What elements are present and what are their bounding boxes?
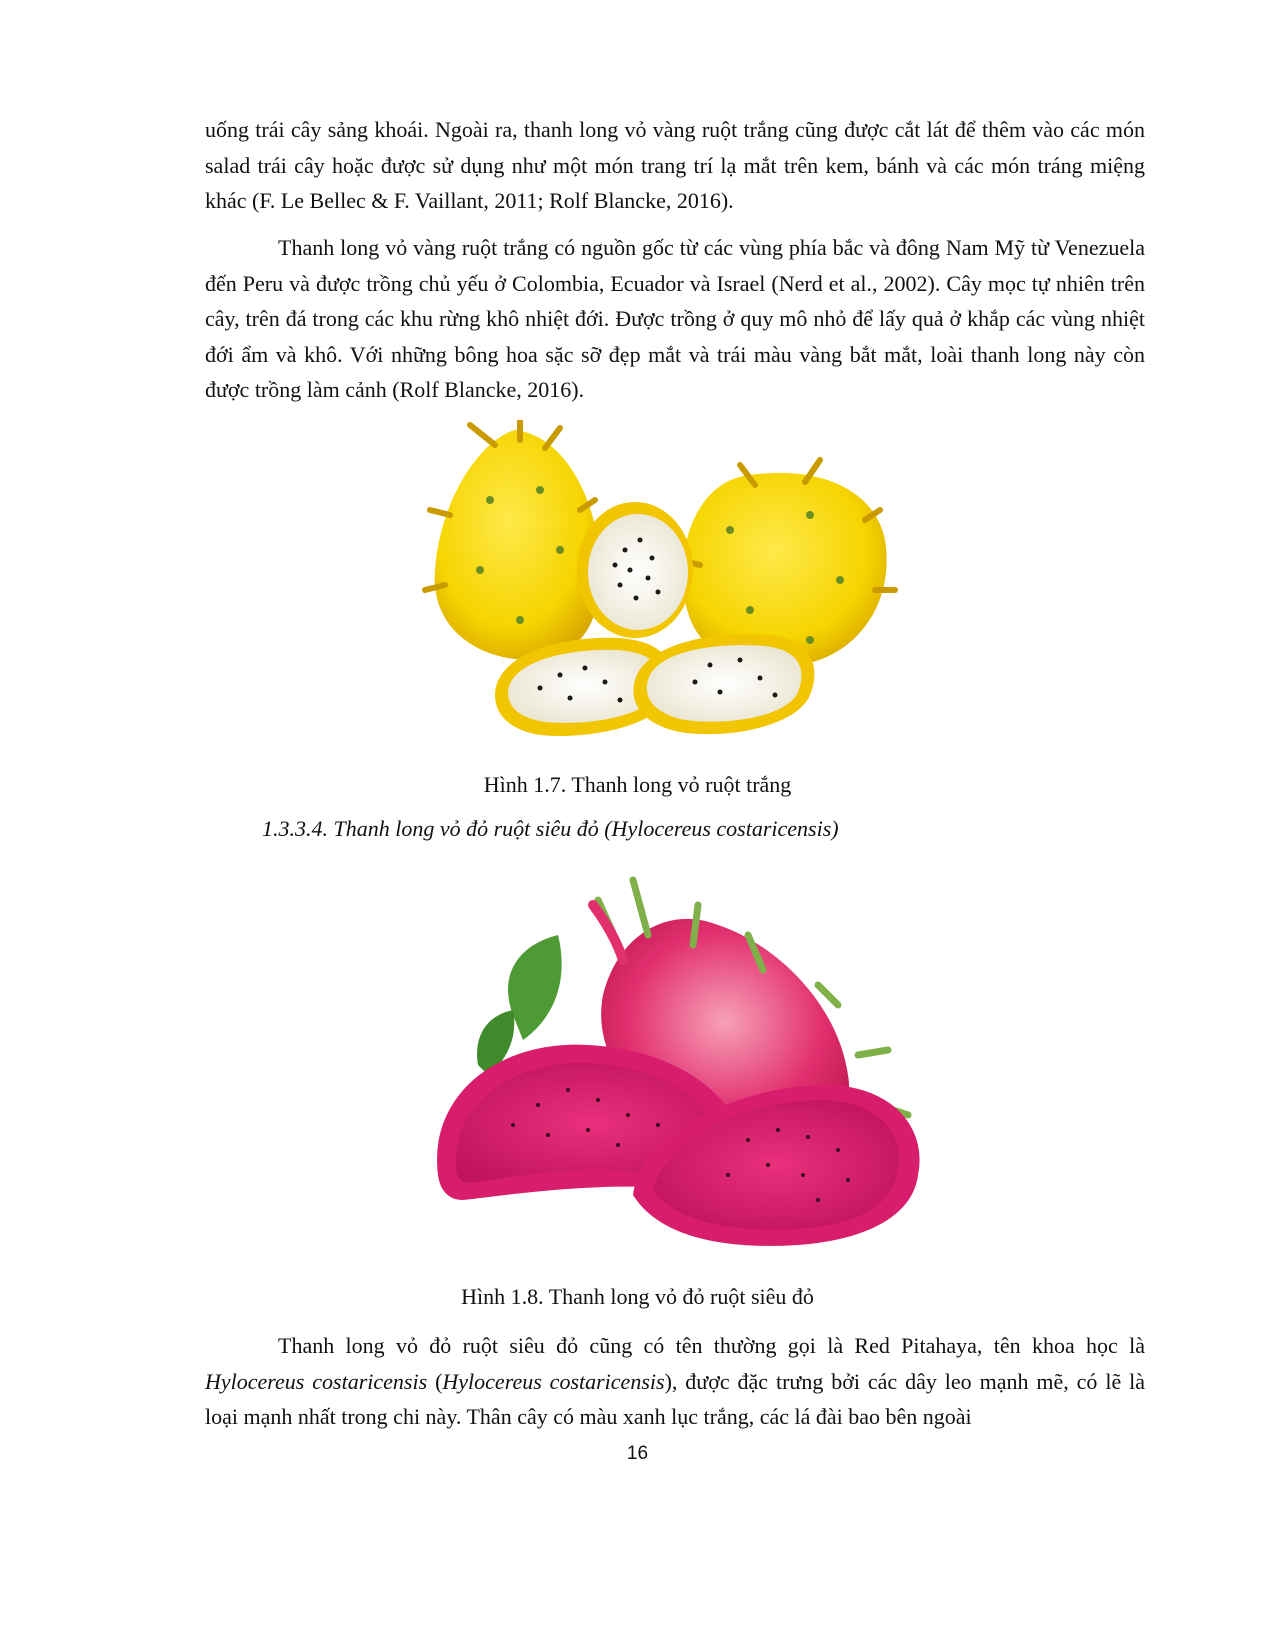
scientific-name-repeat: Hylocereus costaricensis: [442, 1368, 665, 1394]
section-heading: 1.3.3.4. Thanh long vỏ đỏ ruột siêu đỏ (Hylocereus costaricensis): [262, 816, 839, 841]
red-dragon-fruit-image: [418, 875, 933, 1260]
figure-caption-1-8: Hình 1.8. Thanh long vỏ đỏ ruột siêu đỏ: [461, 1284, 814, 1309]
paragraph-3-end: ), được đặc trưng bởi các dây leo mạnh mẽ, có lẽ là loại mạnh nhất trong chi này. Thân cây có màu xanh lục trắng, các lá đài bao bên ngoài: [205, 1368, 1145, 1429]
figure-caption-1-7: Hình 1.7. Thanh long vỏ ruột trắng: [483, 772, 792, 797]
page-number: 16: [626, 1443, 649, 1464]
yellow-dragon-fruit-image: [420, 420, 910, 750]
paragraph-2: Thanh long vỏ vàng ruột trắng có nguồn gốc từ các vùng phía bắc và đông Nam Mỹ từ Venezuela đến Peru và được trồng chủ yếu ở Colombia, Ecuador và Israel (Nerd et al., 2002). Cây mọc tự nhiên trên cây, trên đá trong các khu rừng khô nhiệt đới. Được trồng ở quy mô nhỏ để lấy quả ở khắp các vùng nhiệt đới ẩm và khô. Với những bông hoa sặc sỡ đẹp mắt và trái màu vàng bắt mắt, loài thanh long này còn được trồng làm cảnh (Rolf Blancke, 2016).: [205, 235, 1145, 402]
paragraph-3-start: Thanh long vỏ đỏ ruột siêu đỏ cũng có tên thường gọi là Red Pitahaya, tên khoa học là: [278, 1333, 1145, 1358]
scientific-name: Hylocereus costaricensis: [205, 1368, 428, 1394]
paren-open: (: [427, 1368, 443, 1394]
paragraph-1: uống trái cây sảng khoái. Ngoài ra, thanh long vỏ vàng ruột trắng cũng được cắt lát để thêm vào các món salad trái cây hoặc được sử dụng như một món trang trí lạ mắt trên kem, bánh và các món tráng miệng khác (F. Le Bellec & F. Vaillant, 2011; Rolf Blancke, 2016).: [205, 117, 1145, 213]
paragraph-3: [205, 1328, 1145, 1435]
